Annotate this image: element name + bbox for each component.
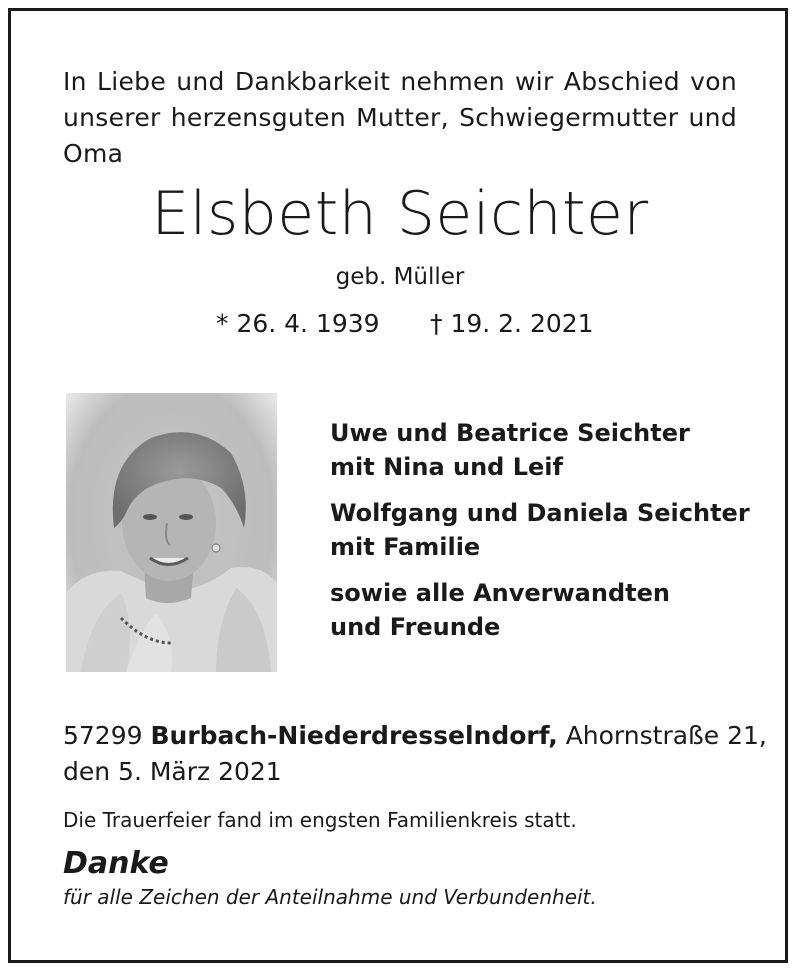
deceased-name: Elsbeth Seichter — [151, 179, 649, 249]
mourner-line: mit Familie — [330, 533, 481, 561]
address-block — [63, 718, 767, 790]
portrait-photo — [66, 393, 277, 672]
mourner-group — [330, 416, 750, 484]
mourner-group — [330, 496, 750, 564]
birth-date: * 26. 4. 1939 — [216, 309, 380, 338]
postal-code: 57299 — [63, 721, 143, 750]
intro-text: In Liebe und Dankbarkeit nehmen wir Abschied von unserer herzensguten Mutter, Schwiegermutter und Oma — [63, 67, 737, 168]
mourners-list — [330, 416, 750, 656]
funeral-note: Die Trauerfeier fand im engsten Familienkreis statt. — [63, 808, 577, 832]
mourner-line: Uwe und Beatrice Seichter — [330, 419, 690, 447]
mourner-line: Wolfgang und Daniela Seichter — [330, 499, 750, 527]
death-date: † 19. 2. 2021 — [430, 309, 594, 338]
thanks-title: Danke — [63, 846, 169, 881]
maiden-name: geb. Müller — [335, 264, 465, 290]
mourner-group — [330, 576, 750, 644]
mourner-line: mit Nina und Leif — [330, 453, 563, 481]
city: Burbach-Niederdresselndorf, — [150, 721, 558, 750]
portrait-icon — [66, 393, 277, 672]
mourner-line: und Freunde — [330, 613, 501, 641]
street: Ahornstraße 21, — [565, 721, 767, 750]
notice-date: den 5. März 2021 — [63, 757, 282, 786]
mourner-line: sowie alle Anverwandten — [330, 579, 670, 607]
thanks-text: für alle Zeichen der Anteilnahme und Verbundenheit. — [63, 885, 597, 909]
